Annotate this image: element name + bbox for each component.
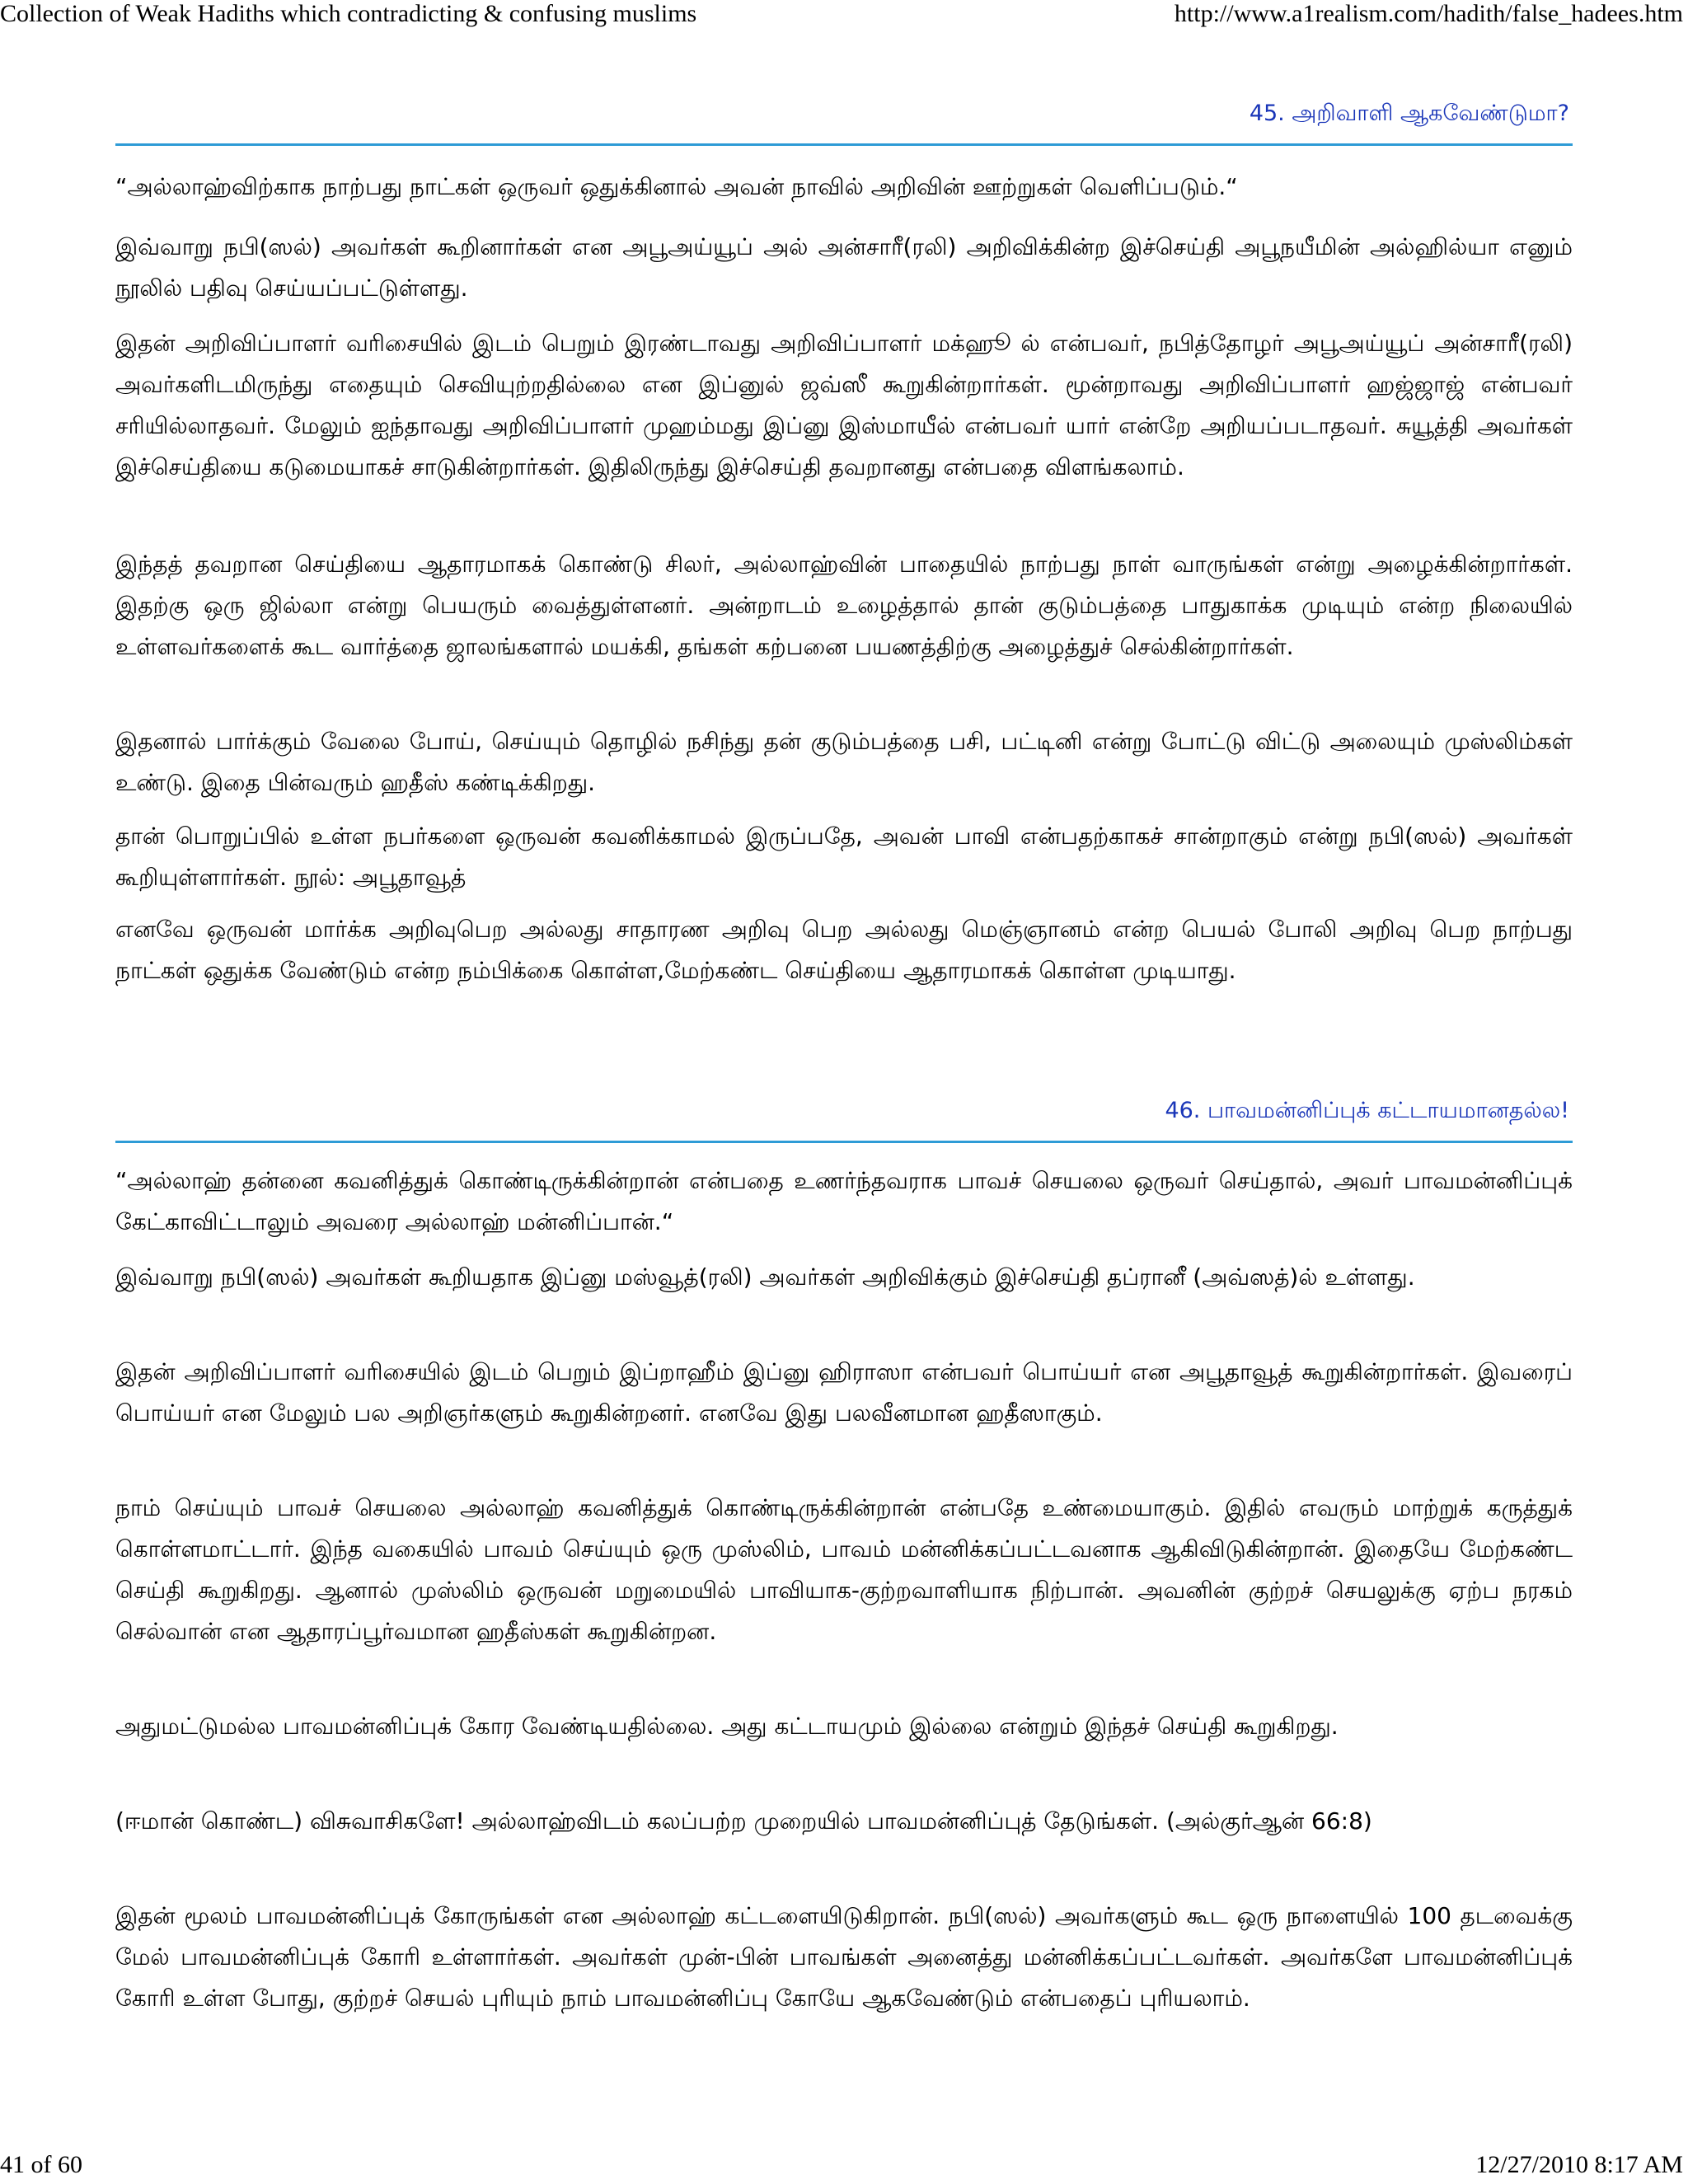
- paragraph: இதன் மூலம் பாவமன்னிப்புக் கோருங்கள் என அல்லாஹ் கட்டளையிடுகிறான். நபி(ஸல்) அவர்களும் கூட ஒரு நாளையில் 100 தடவைக்கு மேல் பாவமன்னிப்புக் கோரி உள்ளார்கள். அவர்கள் முன்-பின் பாவங்கள் அனைத்து மன்னிக்கப்பட்டவர்கள். அவர்களே பாவமன்னிப்புக் கோரி உள்ள போது, குற்றச் செயல் புரியும் நாம் பாவமன்னிப்பு கோயே ஆகவேண்டும் என்பதைப் புரியலாம்.: [115, 1902, 1573, 2012]
- paragraph: இதனால் பார்க்கும் வேலை போய், செய்யும் தொழில் நசிந்து தன் குடும்பத்தை பசி, பட்டினி என்று போட்டு விட்டு அலையும் முஸ்லிம்கள் உண்டு. இதை பின்வரும் ஹதீஸ் கண்டிக்கிறது.: [115, 728, 1573, 796]
- quote-paragraph: “அல்லாஹ் தன்னை கவனித்துக் கொண்டிருக்கின்றான் என்பதை உணர்ந்தவராக பாவச் செயலை ஒருவர் செய்தால், அவர் பாவமன்னிப்புக் கேட்காவிட்டாலும் அவரை அல்லாஹ் மன்னிப்பான்.“: [115, 1167, 1573, 1235]
- section-title: 45. அறிவாளி ஆகவேண்டுமா?: [1249, 101, 1569, 126]
- page-header-url: http://www.a1realism.com/hadith/false_hadees.htm: [1174, 0, 1683, 27]
- paragraph: இதன் அறிவிப்பாளர் வரிசையில் இடம் பெறும் இரண்டாவது அறிவிப்பாளர் மக்ஹூ ல் என்பவர், நபித்தோழர் அபூஅய்யூப் அன்சாரீ(ரலி) அவர்களிடமிருந்து எதையும் செவியுற்றதில்லை என இப்னுல் ஜவ்ஸீ கூறுகின்றார்கள். மூன்றாவது அறிவிப்பாளர் ஹஜ்ஜாஜ் என்பவர் சரியில்லாதவர். மேலும் ஐந்தாவது அறிவிப்பாளர் முஹம்மது இப்னு இஸ்மாயீல் என்பவர் யார் என்றே அறியப்படாதவர். சுயூத்தி அவர்கள் இச்செய்தியை கடுமையாகச் சாடுகின்றார்கள். இதிலிருந்து இச்செய்தி தவறானது என்பதை விளங்கலாம்.: [115, 330, 1573, 480]
- paragraph: நாம் செய்யும் பாவச் செயலை அல்லாஹ் கவனித்துக் கொண்டிருக்கின்றான் என்பதே உண்மையாகும். இதில் எவரும் மாற்றுக் கருத்துக் கொள்ளமாட்டார். இந்த வகையில் பாவம் செய்யும் ஒரு முஸ்லிம், பாவம் மன்னிக்கப்பட்டவனாக ஆகிவிடுகின்றான். இதையே மேற்கண்ட செய்தி கூறுகிறது. ஆனால் முஸ்லிம் ஒருவன் மறுமையில் பாவியாக-குற்றவாளியாக நிற்பான். அவனின் குற்றச் செயலுக்கு ஏற்ப நரகம் செல்வான் என ஆதாரப்பூர்வமான ஹதீஸ்கள் கூறுகின்றன.: [115, 1494, 1573, 1645]
- page-header-title: Collection of Weak Hadiths which contradicting & confusing muslims: [0, 0, 697, 27]
- paragraph: அதுமட்டுமல்ல பாவமன்னிப்புக் கோர வேண்டியதில்லை. அது கட்டாயமும் இல்லை என்றும் இந்தச் செய்தி கூறுகிறது.: [115, 1713, 1339, 1740]
- section-45: [115, 99, 1573, 984]
- paragraph: இவ்வாறு நபி(ஸல்) அவர்கள் கூறினார்கள் என அபூஅய்யூப் அல் அன்சாரீ(ரலி) அறிவிக்கின்ற இச்செய்தி அபூநயீமின் அல்ஹில்யா எனும் நூலில் பதிவு செய்யப்பட்டுள்ளது.: [115, 233, 1573, 302]
- paragraph: தான் பொறுப்பில் உள்ள நபர்களை ஒருவன் கவனிக்காமல் இருப்பதே, அவன் பாவி என்பதற்காகச் சான்றாகும் என்று நபி(ஸல்) அவர்கள் கூறியுள்ளார்கள். நூல்: அபூதாவூத்: [115, 823, 1573, 891]
- page-number: 41 of 60: [0, 2151, 82, 2178]
- print-datetime: 12/27/2010 8:17 AM: [1475, 2151, 1683, 2178]
- section-divider: [115, 1141, 1573, 1143]
- paragraph: இதன் அறிவிப்பாளர் வரிசையில் இடம் பெறும் இப்றாஹீம் இப்னு ஹிராஸா என்பவர் பொய்யர் என அபூதாவூத் கூறுகின்றார்கள். இவரைப் பொய்யர் என மேலும் பல அறிஞர்களும் கூறுகின்றனர். எனவே இது பலவீனமான ஹதீஸாகும்.: [115, 1358, 1573, 1427]
- paragraph: இந்தத் தவறான செய்தியை ஆதாரமாகக் கொண்டு சிலர், அல்லாஹ்வின் பாதையில் நாற்பது நாள் வாருங்கள் என்று அழைக்கின்றார்கள். இதற்கு ஒரு ஜில்லா என்று பெயரும் வைத்துள்ளனர். அன்றாடம் உழைத்தால் தான் குடும்பத்தை பாதுகாக்க முடியும் என்ற நிலையில் உள்ளவர்களைக் கூட வார்த்தை ஜாலங்களால் மயக்கி, தங்கள் கற்பனை பயணத்திற்கு அழைத்துச் செல்கின்றார்கள்.: [115, 551, 1573, 660]
- quote-paragraph: “அல்லாஹ்விற்காக நாற்பது நாட்கள் ஒருவர் ஒதுக்கினால் அவன் நாவில் அறிவின் ஊற்றுகள் வெளிப்படும்.“: [115, 173, 1238, 200]
- paragraph: இவ்வாறு நபி(ஸல்) அவர்கள் கூறியதாக இப்னு மஸ்வூத்(ரலி) அவர்கள் அறிவிக்கும் இச்செய்தி தப்ரானீ (அவ்ஸத்)ல் உள்ளது.: [115, 1263, 1415, 1291]
- section-46: [115, 1096, 1573, 2012]
- paragraph: (ஈமான் கொண்ட) விசுவாசிகளே! அல்லாஹ்விடம் கலப்பற்ற முறையில் பாவமன்னிப்புத் தேடுங்கள். (அல்குர்ஆன் 66:8): [115, 1807, 1372, 1835]
- section-title: 46. பாவமன்னிப்புக் கட்டாயமானதல்ல!: [1165, 1098, 1569, 1123]
- paragraph: எனவே ஒருவன் மார்க்க அறிவுபெற அல்லது சாதாரண அறிவு பெற அல்லது மெஞ்ஞானம் என்ற பெயல் போலி அறிவு பெற நாற்பது நாட்கள் ஒதுக்க வேண்டும் என்ற நம்பிக்கை கொள்ள,மேற்கண்ட செய்தியை ஆதாரமாகக் கொள்ள முடியாது.: [115, 916, 1573, 984]
- section-divider: [115, 143, 1573, 146]
